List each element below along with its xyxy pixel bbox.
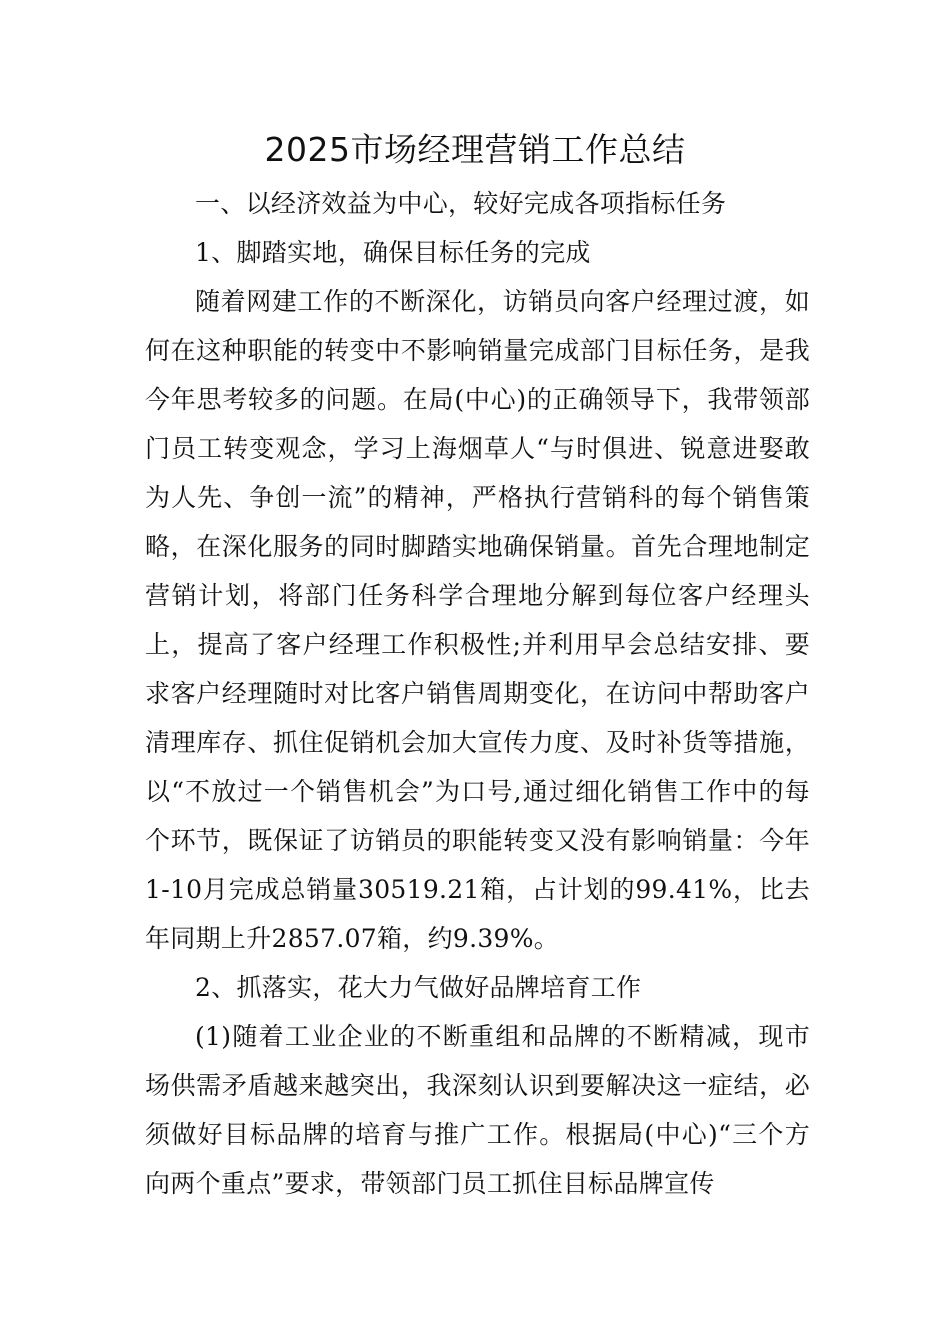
body-paragraph-1: 随着网建工作的不断深化，访销员向客户经理过渡，如何在这种职能的转变中不影响销量完成部门目标任务，是我今年思考较多的问题。在局(中心)的正确领导下，我带领部门员工转变观念，学习上海烟草人“与时俱进、锐意进娶敢为人先、争创一流”的精神，严格执行营销科的每个销售策略，在深化服务的同时脚踏实地确保销量。首先合理地制定营销计划，将部门任务科学合理地分解到每位客户经理头上，提高了客户经理工作积极性;并利用早会总结安排、要求客户经理随时对比客户销售周期变化，在访问中帮助客户清理库存、抓住促销机会加大宣传力度、及时补货等措施，以“不放过一个销售机会”为口号,通过细化销售工作中的每个环节，既保证了访销员的职能转变又没有影响销量：今年1-10月完成总销量30519.21箱，占计划的99.41%，比去年同期上升2857.07箱，约9.39%。: [145, 287, 810, 953]
subsection-heading-1: 1、脚踏实地，确保目标任务的完成: [195, 238, 591, 267]
body-paragraph-2: (1)随着工业企业的不断重组和品牌的不断精减，现市场供需矛盾越来越突出，我深刻认识到要解决这一症结，必须做好目标品牌的培育与推广工作。根据局(中心)“三个方向两个重点”要求，带领部门员工抓住目标品牌宣传: [145, 1022, 810, 1198]
document-title: 2025市场经理营销工作总结: [264, 130, 686, 169]
section-heading-1: 一、以经济效益为中心，较好完成各项指标任务: [195, 189, 727, 218]
subsection-heading-2: 2、抓落实，花大力气做好品牌培育工作: [195, 973, 642, 1002]
document-body: [145, 179, 810, 1208]
